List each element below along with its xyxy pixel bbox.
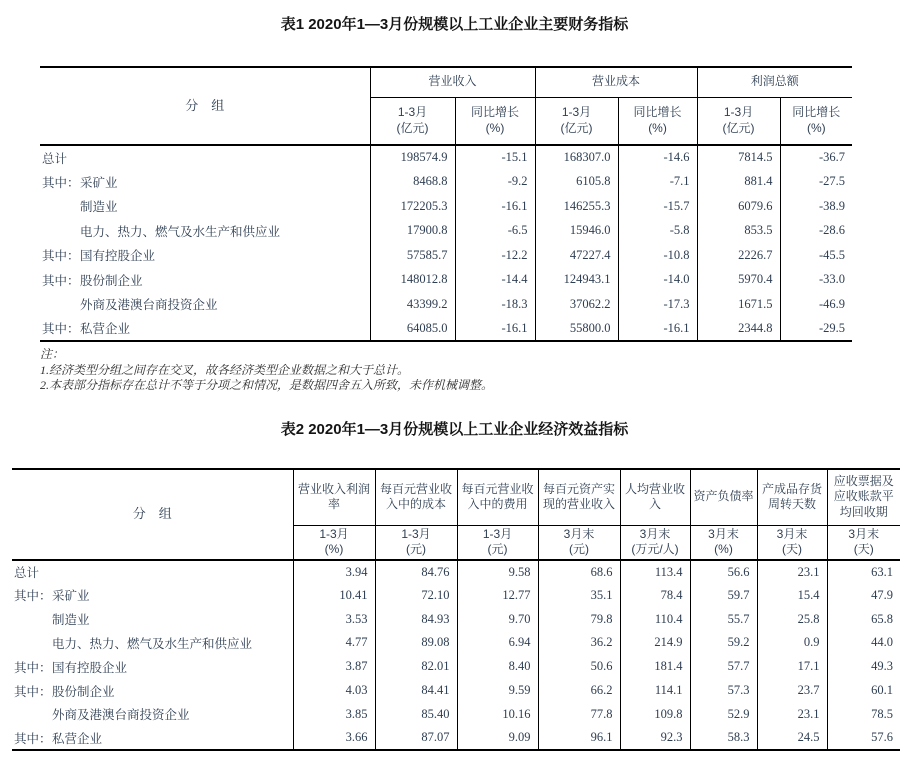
col-asset-liability-ratio: 资产负债率 xyxy=(690,469,757,525)
cell-value: 114.1 xyxy=(620,679,690,703)
cell-value: 89.08 xyxy=(375,631,457,655)
cell-value: 1671.5 xyxy=(697,292,780,317)
cell-value: -12.2 xyxy=(455,243,535,268)
row-prefix: 其中： xyxy=(14,660,52,675)
row-label-text: 制造业 xyxy=(52,613,90,628)
cell-value: -36.7 xyxy=(819,150,846,165)
cell-value: 59.7 xyxy=(690,583,757,607)
row-label-text: 国有控股企业 xyxy=(52,660,128,675)
cell-value: -14.6 xyxy=(618,145,697,170)
table-row xyxy=(12,702,900,726)
row-prefix: 其中： xyxy=(42,322,80,337)
cell-value: 172205.3 xyxy=(370,194,455,219)
table-row xyxy=(12,607,900,631)
cell-value: 57.6 xyxy=(871,730,893,745)
table1-body xyxy=(40,145,852,341)
subcol-cost-amount: 1-3月 (亿元) xyxy=(535,97,618,145)
row-label xyxy=(12,583,293,607)
row-prefix: 其中： xyxy=(14,684,52,699)
row-label xyxy=(40,219,370,244)
cell-value: 68.6 xyxy=(538,560,620,584)
cell-value: -16.1 xyxy=(455,317,535,342)
cell-value: -38.9 xyxy=(819,198,846,213)
row-label-text: 私营企业 xyxy=(80,322,131,337)
cell-value: 10.16 xyxy=(457,702,538,726)
cell-value: 8468.8 xyxy=(370,170,455,195)
row-prefix: 其中： xyxy=(14,589,52,604)
table-row xyxy=(40,219,852,244)
row-label-text: 采矿业 xyxy=(80,175,118,190)
cell-value: 55.7 xyxy=(690,607,757,631)
cell-value: 57585.7 xyxy=(370,243,455,268)
row-label xyxy=(40,268,370,293)
cell-value: 57.7 xyxy=(690,655,757,679)
cell-value: 52.9 xyxy=(690,702,757,726)
cell-value: -5.8 xyxy=(618,219,697,244)
cell-value: -14.4 xyxy=(455,268,535,293)
table-row xyxy=(12,726,900,750)
col-revenue-per-capita: 人均营业收入 xyxy=(620,469,690,525)
table2-header-metrics-row xyxy=(12,469,900,525)
cell-value: 15.4 xyxy=(757,583,827,607)
cell-value: 12.77 xyxy=(457,583,538,607)
cell-value: 17900.8 xyxy=(370,219,455,244)
row-label-text: 外商及港澳台商投资企业 xyxy=(52,708,190,723)
cell-value: 57.3 xyxy=(690,679,757,703)
col-expense-per-100-revenue: 每百元营业收入中的费用 xyxy=(457,469,538,525)
cell-value: 2344.8 xyxy=(697,317,780,342)
cell-value: 50.6 xyxy=(538,655,620,679)
cell-value: 168307.0 xyxy=(535,145,618,170)
cell-value: 85.40 xyxy=(375,702,457,726)
cell-value: 5970.4 xyxy=(697,268,780,293)
row-label-text: 总计 xyxy=(14,566,40,581)
row-label xyxy=(12,702,293,726)
cell-value: 36.2 xyxy=(538,631,620,655)
table-row xyxy=(40,292,852,317)
cell-value: 59.2 xyxy=(690,631,757,655)
row-label xyxy=(12,560,293,584)
cell-value: 79.8 xyxy=(538,607,620,631)
subcol-per-capita-period: 3月末 (万元/人) xyxy=(620,525,690,560)
cell-value: 881.4 xyxy=(697,170,780,195)
cell-value: 43399.2 xyxy=(370,292,455,317)
cell-value: 9.59 xyxy=(457,679,538,703)
cell-value: 181.4 xyxy=(620,655,690,679)
row-prefix: 其中： xyxy=(42,175,80,190)
cell-value: 66.2 xyxy=(538,679,620,703)
cell-value: 92.3 xyxy=(620,726,690,750)
note-item-2: 2.本表部分指标存在总计不等于分项之和情况，是数据四舍五入所致，未作机械调整。 xyxy=(40,378,494,392)
cell-value: 17.1 xyxy=(757,655,827,679)
subcol-profit-growth: 同比增长 (%) xyxy=(780,97,852,145)
cell-value: 146255.3 xyxy=(535,194,618,219)
cell-value: 4.03 xyxy=(293,679,375,703)
cell-value: -28.6 xyxy=(819,223,846,238)
row-label-text: 外商及港澳台商投资企业 xyxy=(80,298,218,313)
cell-value: 23.7 xyxy=(757,679,827,703)
row-label-text: 私营企业 xyxy=(52,731,103,746)
col-group-total-profit: 利润总额 xyxy=(750,74,799,89)
cell-value: 47.9 xyxy=(871,587,893,602)
subcol-expense-period: 1-3月 (元) xyxy=(457,525,538,560)
cell-value: -46.9 xyxy=(819,296,846,311)
subcol-cost-period: 1-3月 (元) xyxy=(375,525,457,560)
table-row xyxy=(12,631,900,655)
table-row xyxy=(12,560,900,584)
cell-value: 60.1 xyxy=(871,683,893,698)
cell-value: 0.9 xyxy=(757,631,827,655)
cell-value: 3.85 xyxy=(293,702,375,726)
cell-value: 72.10 xyxy=(375,583,457,607)
col-group-operating-revenue: 营业收入 xyxy=(370,67,535,97)
cell-value: 37062.2 xyxy=(535,292,618,317)
col-receivables-collection-period: 应收票据及应收账款平均回收期 xyxy=(833,473,894,520)
subcol-turnover-period: 3月末 (天) xyxy=(757,525,827,560)
col-profit-margin: 营业收入利润率 xyxy=(293,469,375,525)
col-inventory-turnover-days: 产成品存货周转天数 xyxy=(757,469,827,525)
subcol-profit-margin-period: 1-3月 (%) xyxy=(293,525,375,560)
cell-value: -18.3 xyxy=(455,292,535,317)
cell-value: 6.94 xyxy=(457,631,538,655)
cell-value: 84.76 xyxy=(375,560,457,584)
cell-value: 9.09 xyxy=(457,726,538,750)
table2-body xyxy=(12,560,900,750)
cell-value: 10.41 xyxy=(293,583,375,607)
cell-value: 25.8 xyxy=(757,607,827,631)
row-label-text: 股份制企业 xyxy=(80,273,143,288)
cell-value: 3.53 xyxy=(293,607,375,631)
table2-title: 表2 2020年1—3月份规模以上工业企业经济效益指标 xyxy=(280,421,629,438)
table-row xyxy=(40,145,852,170)
cell-value: 78.4 xyxy=(620,583,690,607)
cell-value: 78.5 xyxy=(871,706,893,721)
cell-value: -9.2 xyxy=(455,170,535,195)
row-label-text: 采矿业 xyxy=(52,589,90,604)
cell-value: 49.3 xyxy=(871,659,893,674)
cell-value: 15946.0 xyxy=(535,219,618,244)
table1-header xyxy=(40,67,852,145)
cell-value: 214.9 xyxy=(620,631,690,655)
cell-value: 7814.5 xyxy=(697,145,780,170)
cell-value: 64085.0 xyxy=(370,317,455,342)
table-row xyxy=(12,679,900,703)
cell-value: 113.4 xyxy=(620,560,690,584)
cell-value: 58.3 xyxy=(690,726,757,750)
cell-value: 9.70 xyxy=(457,607,538,631)
cell-value: -45.5 xyxy=(819,247,846,262)
cell-value: 84.41 xyxy=(375,679,457,703)
subcol-cost-growth: 同比增长 (%) xyxy=(618,97,697,145)
table-row xyxy=(12,655,900,679)
cell-value: 124943.1 xyxy=(535,268,618,293)
row-label xyxy=(40,170,370,195)
table-row xyxy=(40,243,852,268)
row-prefix: 其中： xyxy=(42,249,80,264)
row-label-text: 国有控股企业 xyxy=(80,249,156,264)
table2-economic-benefit-indicators xyxy=(12,468,900,751)
cell-value: -7.1 xyxy=(618,170,697,195)
cell-value: 3.66 xyxy=(293,726,375,750)
row-label-text: 总计 xyxy=(42,151,68,166)
subcol-revenue-growth: 同比增长 (%) xyxy=(455,97,535,145)
cell-value: 4.77 xyxy=(293,631,375,655)
row-label xyxy=(40,145,370,170)
row-label xyxy=(12,631,293,655)
cell-value: 23.1 xyxy=(757,702,827,726)
cell-value: 3.87 xyxy=(293,655,375,679)
row-label xyxy=(40,317,370,342)
cell-value: -17.3 xyxy=(618,292,697,317)
cell-value: -16.1 xyxy=(618,317,697,342)
table-notes xyxy=(40,347,493,394)
group-column-header: 分 组 xyxy=(12,469,293,560)
subcol-collection-period: 3月末 (天) xyxy=(827,525,900,560)
cell-value: 84.93 xyxy=(375,607,457,631)
table-row xyxy=(12,583,900,607)
row-prefix: 其中： xyxy=(14,731,52,746)
cell-value: 9.58 xyxy=(457,560,538,584)
cell-value: 6105.8 xyxy=(535,170,618,195)
row-prefix: 其中： xyxy=(42,273,80,288)
row-label xyxy=(12,607,293,631)
cell-value: -29.5 xyxy=(819,320,846,335)
subcol-assets-revenue-period: 3月末 (元) xyxy=(538,525,620,560)
subcol-liability-period: 3月末 (%) xyxy=(690,525,757,560)
cell-value: 198574.9 xyxy=(370,145,455,170)
row-label xyxy=(40,243,370,268)
table1-title: 表1 2020年1—3月份规模以上工业企业主要财务指标 xyxy=(280,16,629,33)
cell-value: 47227.4 xyxy=(535,243,618,268)
cell-value: 65.8 xyxy=(871,611,893,626)
cell-value: 853.5 xyxy=(697,219,780,244)
cell-value: -27.5 xyxy=(819,174,846,189)
cell-value: 56.6 xyxy=(690,560,757,584)
cell-value: 87.07 xyxy=(375,726,457,750)
cell-value: 82.01 xyxy=(375,655,457,679)
cell-value: 24.5 xyxy=(757,726,827,750)
cell-value: 55800.0 xyxy=(535,317,618,342)
row-label-text: 电力、热力、燃气及水生产和供应业 xyxy=(52,636,253,651)
col-cost-per-100-revenue: 每百元营业收入中的成本 xyxy=(375,469,457,525)
cell-value: 3.94 xyxy=(293,560,375,584)
cell-value: -10.8 xyxy=(618,243,697,268)
row-label xyxy=(40,292,370,317)
table2-header xyxy=(12,469,900,560)
table-row xyxy=(40,194,852,219)
cell-value: 96.1 xyxy=(538,726,620,750)
cell-value: 148012.8 xyxy=(370,268,455,293)
row-label-text: 电力、热力、燃气及水生产和供应业 xyxy=(80,224,281,239)
group-column-header: 分 组 xyxy=(40,67,370,145)
row-label-text: 制造业 xyxy=(80,200,118,215)
cell-value: -15.7 xyxy=(618,194,697,219)
cell-value: 77.8 xyxy=(538,702,620,726)
note-item-1: 1.经济类型分组之间存在交叉，故各经济类型企业数据之和大于总计。 xyxy=(40,362,410,377)
cell-value: -33.0 xyxy=(819,272,846,287)
cell-value: -16.1 xyxy=(455,194,535,219)
row-label-text: 股份制企业 xyxy=(52,684,115,699)
cell-value: 110.4 xyxy=(620,607,690,631)
cell-value: 109.8 xyxy=(620,702,690,726)
cell-value: -15.1 xyxy=(455,145,535,170)
col-revenue-per-100-assets: 每百元资产实现的营业收入 xyxy=(538,469,620,525)
row-label xyxy=(12,726,293,750)
table-row xyxy=(40,268,852,293)
table1-financial-indicators xyxy=(40,66,852,342)
row-label xyxy=(12,655,293,679)
cell-value: 2226.7 xyxy=(697,243,780,268)
cell-value: 44.0 xyxy=(871,635,893,650)
subcol-revenue-amount: 1-3月 (亿元) xyxy=(370,97,455,145)
cell-value: 35.1 xyxy=(538,583,620,607)
cell-value: 6079.6 xyxy=(697,194,780,219)
cell-value: -14.0 xyxy=(618,268,697,293)
table-row xyxy=(40,317,852,342)
row-label xyxy=(12,679,293,703)
col-group-operating-cost: 营业成本 xyxy=(535,67,697,97)
cell-value: 63.1 xyxy=(871,564,893,579)
table1-header-groups-row xyxy=(40,67,852,97)
notes-title: 注： xyxy=(40,347,65,361)
cell-value: -6.5 xyxy=(455,219,535,244)
cell-value: 23.1 xyxy=(757,560,827,584)
table-row xyxy=(40,170,852,195)
row-label xyxy=(40,194,370,219)
subcol-profit-amount: 1-3月 (亿元) xyxy=(697,97,780,145)
cell-value: 8.40 xyxy=(457,655,538,679)
